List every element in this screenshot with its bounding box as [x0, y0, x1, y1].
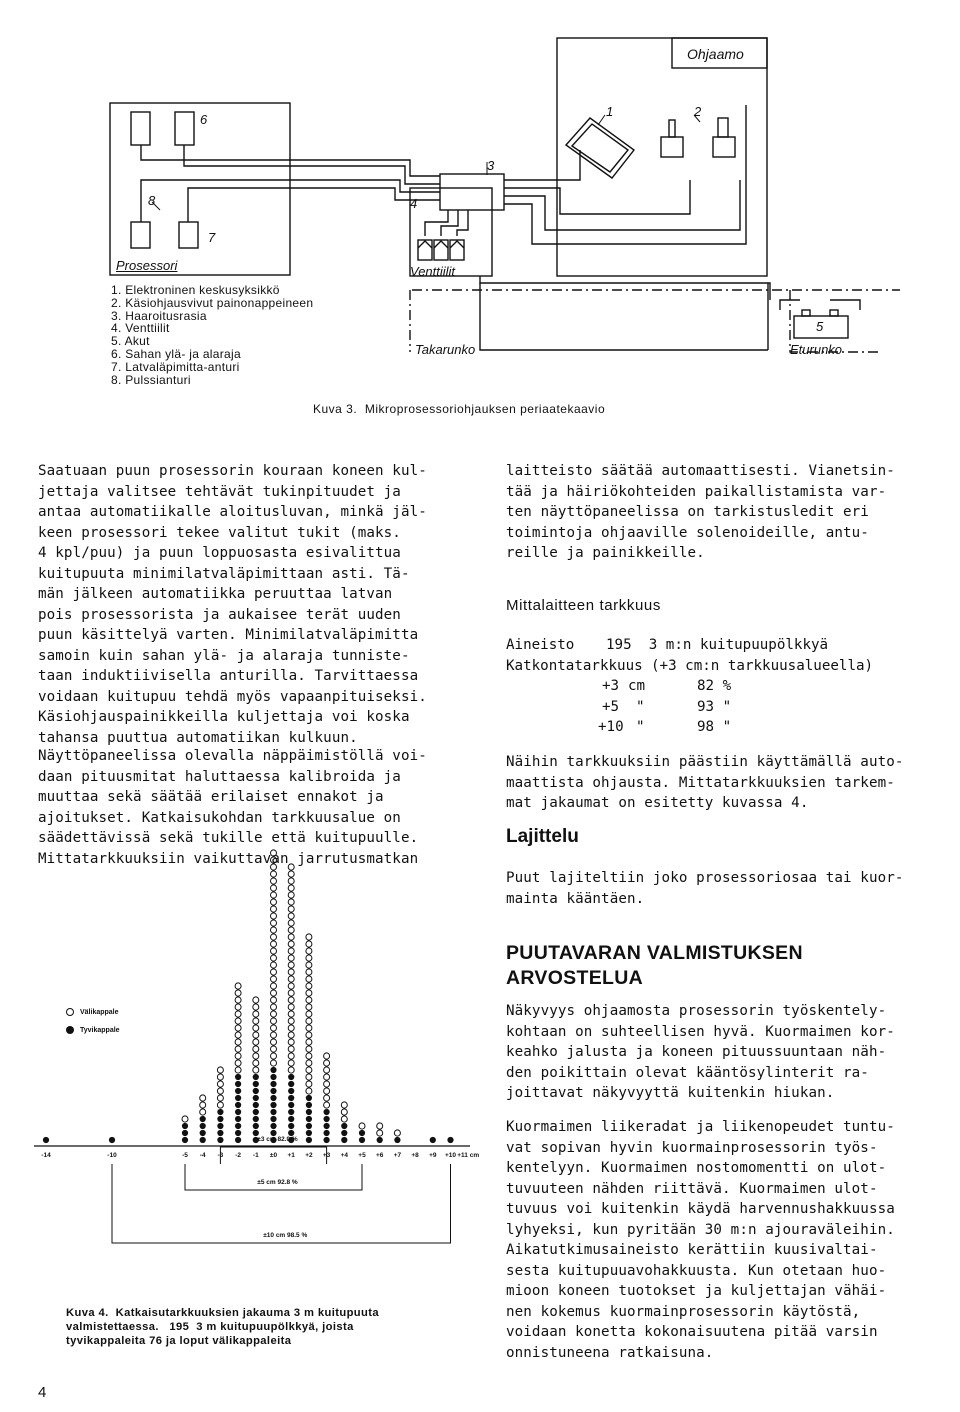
filled-dot	[182, 1130, 188, 1136]
filled-dot	[253, 1081, 259, 1087]
filled-dot	[253, 1088, 259, 1094]
bracket-label: ±10 cm 98.5 %	[263, 1232, 308, 1239]
open-dot	[288, 997, 294, 1003]
filled-dot	[217, 1137, 223, 1143]
open-dot	[394, 1130, 400, 1136]
open-dot	[288, 934, 294, 940]
label-2: 2	[694, 104, 702, 119]
open-dot	[288, 1053, 294, 1059]
open-dot	[271, 934, 277, 940]
filled-dot	[288, 1102, 294, 1108]
saw-limit-box-a	[131, 112, 150, 145]
filled-dot	[324, 1109, 330, 1115]
open-dot	[253, 1025, 259, 1031]
open-dot	[271, 1060, 277, 1066]
filled-dot	[341, 1137, 347, 1143]
open-dot	[359, 1123, 365, 1129]
filled-dot	[306, 1130, 312, 1136]
filled-dot	[430, 1137, 436, 1143]
accuracy-row: +3 cm 82 %	[602, 678, 732, 694]
x-tick-label: -5	[182, 1152, 188, 1159]
legend-open: Välikappale	[66, 1003, 120, 1021]
open-dot	[271, 997, 277, 1003]
open-dot	[235, 1004, 241, 1010]
filled-dot	[109, 1137, 115, 1143]
open-dot	[324, 1060, 330, 1066]
filled-dot	[200, 1130, 206, 1136]
open-dot	[235, 1039, 241, 1045]
open-dot	[217, 1088, 223, 1094]
x-tick-label: -10	[107, 1152, 117, 1159]
open-dot	[253, 997, 259, 1003]
open-dot	[253, 1011, 259, 1017]
filled-dot	[217, 1109, 223, 1115]
x-tick-label: +9	[429, 1152, 437, 1159]
label-3: 3	[487, 158, 495, 173]
open-dot	[217, 1102, 223, 1108]
x-tick-label: +10	[444, 1152, 457, 1159]
filled-dot	[235, 1130, 241, 1136]
filled-dot	[270, 1074, 276, 1080]
diagram-legend	[111, 284, 313, 386]
filled-dot	[270, 1116, 276, 1122]
section-heading: PUUTAVARAN VALMISTUKSEN ARVOSTELUA	[506, 942, 803, 989]
cab-label: Ohjaamo	[687, 46, 744, 62]
open-dot	[306, 1025, 312, 1031]
open-dot	[288, 871, 294, 877]
open-dot	[324, 1074, 330, 1080]
open-dot	[288, 941, 294, 947]
legend-item: 8. Pulssianturi	[111, 372, 191, 387]
open-dot	[324, 1102, 330, 1108]
filled-dot	[447, 1137, 453, 1143]
rear-frame-label: Takarunko	[415, 342, 476, 357]
filled-dot	[235, 1109, 241, 1115]
page-number: 4	[38, 1384, 47, 1401]
open-dot	[288, 1018, 294, 1024]
open-dot	[306, 962, 312, 968]
open-dot	[288, 1046, 294, 1052]
open-dot	[235, 1025, 241, 1031]
open-dot	[200, 1102, 206, 1108]
processor-label: Prosessori	[116, 258, 178, 273]
open-dot	[217, 1067, 223, 1073]
open-dot	[306, 934, 312, 940]
filled-dot	[253, 1109, 259, 1115]
filled-dot	[306, 1137, 312, 1143]
x-tick-label: +2	[305, 1152, 313, 1159]
open-dot	[235, 1053, 241, 1059]
open-dot	[288, 948, 294, 954]
open-dot	[253, 1032, 259, 1038]
filled-dot	[43, 1137, 49, 1143]
filled-dot	[253, 1116, 259, 1122]
processor-outline	[110, 103, 290, 275]
filled-dot	[270, 1123, 276, 1129]
open-dot	[271, 955, 277, 961]
figure3-caption: Kuva 3. Mikroprosessoriohjauksen periaatekaavio	[313, 402, 606, 416]
filled-dot	[394, 1137, 400, 1143]
open-dot	[306, 1060, 312, 1066]
legend-filled: Tyvikappale	[66, 1021, 120, 1039]
open-dot	[235, 1011, 241, 1017]
open-dot	[200, 1095, 206, 1101]
chart-legend	[66, 1003, 120, 1039]
open-dot	[235, 1046, 241, 1052]
bracket-label: ±5 cm 92.8 %	[257, 1179, 298, 1186]
x-tick-label: +5	[358, 1152, 366, 1159]
open-dot	[288, 983, 294, 989]
open-dot	[271, 948, 277, 954]
filled-dot	[359, 1137, 365, 1143]
open-dot	[288, 892, 294, 898]
open-circle-icon	[66, 1008, 74, 1016]
open-dot	[217, 1081, 223, 1087]
filled-dot	[324, 1137, 330, 1143]
open-dot	[306, 976, 312, 982]
open-dot	[288, 955, 294, 961]
open-dot	[288, 1067, 294, 1073]
open-dot	[306, 1011, 312, 1017]
label-6: 6	[200, 112, 208, 127]
open-dot	[271, 962, 277, 968]
sorting-heading: Lajittelu	[506, 826, 579, 847]
x-tick-label: -3	[217, 1152, 224, 1159]
filled-dot	[306, 1102, 312, 1108]
open-dot	[271, 1004, 277, 1010]
open-dot	[271, 913, 277, 919]
display-unit	[566, 118, 634, 178]
legend-item: 5. Akut	[111, 334, 150, 349]
valves-label: Venttiilit	[410, 264, 456, 279]
filled-dot	[306, 1123, 312, 1129]
filled-dot	[306, 1116, 312, 1122]
filled-dot	[324, 1116, 330, 1122]
open-dot	[288, 969, 294, 975]
filled-dot	[235, 1102, 241, 1108]
open-dot	[324, 1053, 330, 1059]
filled-dot	[235, 1137, 241, 1143]
filled-dot	[306, 1109, 312, 1115]
open-dot	[200, 1109, 206, 1115]
x-tick-label: +1	[287, 1152, 295, 1159]
open-dot	[288, 913, 294, 919]
open-dot	[271, 941, 277, 947]
label-8: 8	[148, 193, 156, 208]
open-dot	[306, 1004, 312, 1010]
filled-dot	[200, 1137, 206, 1143]
filled-dot	[200, 1123, 206, 1129]
legend-item: 2. Käsiohjausvivut painonappeineen	[111, 295, 314, 310]
open-dot	[253, 1046, 259, 1052]
filled-dot	[306, 1095, 312, 1101]
open-dot	[271, 892, 277, 898]
open-dot	[271, 1039, 277, 1045]
filled-dot	[359, 1130, 365, 1136]
open-dot	[271, 990, 277, 996]
open-dot	[341, 1109, 347, 1115]
open-dot	[306, 997, 312, 1003]
open-dot	[288, 976, 294, 982]
label-1: 1	[606, 104, 614, 119]
open-dot	[288, 1060, 294, 1066]
filled-dot	[235, 1095, 241, 1101]
open-dot	[271, 885, 277, 891]
filled-dot	[217, 1116, 223, 1122]
filled-dot	[377, 1137, 383, 1143]
filled-dot	[235, 1081, 241, 1087]
left-paragraph-2: Näyttöpaneelissa olevalla näppäimistöllä voi- daan pituusmitat haluttaessa kalibroida ja muuttaa sekä säätää erilaiset ennakot ja ajoitukset. Katkaisukohdan tarkkuusalue on säädettävissä sekä tukille että kuitupuulle. Mittatarkkuuksiin vaikuttavan jarrutusmatkan	[38, 748, 427, 867]
open-dot	[288, 1025, 294, 1031]
open-dot	[306, 1046, 312, 1052]
filled-dot	[235, 1088, 241, 1094]
x-tick-label: +3	[322, 1152, 331, 1159]
open-dot	[253, 1004, 259, 1010]
filled-dot	[341, 1130, 347, 1136]
open-dot	[306, 990, 312, 996]
filled-dot	[217, 1123, 223, 1129]
open-dot	[253, 1039, 259, 1045]
filled-dot	[288, 1123, 294, 1129]
open-dot	[235, 1067, 241, 1073]
right-paragraph-5: Kuormaimen liikeradat ja liikenopeudet tuntu- vat sopivan hyvin kuormainprosessorin työs- kentelyyn. Kuormaimen nostomomentti on ulot- tuvuuteen nähden riittävä. Kuormaimen ulot- tuvuus voi kuitenkin käydä harvennushakkuussa lyhyeksi, kun pyritään 30 m:n ajouraväleihin. Aikatutkimusaineisto kerättiin kuusivaltai- sesta kuitupuuavohakkuusta. Kun otetaan huo- mioon koneen tuotokset ja kuljettajan vähäi- nen kokemus kuormainprosessorin käytöstä, voidaan konetta kokonaisuutena pitää varsin onnistuneena ratkaisuna.	[506, 1119, 895, 1361]
right-paragraph-1: laitteisto säätää automaattisesti. Vianetsin- tää ja häiriökohteiden paikallistamista var- ten näyttöpaneelissa on tarkistusledit eri toimintoja ohjaaville solenoideille, antu- reille ja painikkeille.	[506, 463, 895, 561]
open-dot	[288, 899, 294, 905]
joystick-left	[661, 137, 683, 157]
open-dot	[271, 1032, 277, 1038]
open-dot	[288, 1004, 294, 1010]
open-dot	[271, 1018, 277, 1024]
open-dot	[288, 1032, 294, 1038]
open-dot	[306, 955, 312, 961]
accuracy-bracket	[185, 1164, 362, 1190]
open-dot	[377, 1123, 383, 1129]
label-5: 5	[816, 319, 824, 334]
saw-limit-box-b	[175, 112, 194, 145]
filled-dot	[253, 1095, 259, 1101]
filled-dot	[288, 1074, 294, 1080]
x-tick-label: +8	[411, 1152, 419, 1159]
filled-dot	[235, 1116, 241, 1122]
filled-dot	[253, 1123, 259, 1129]
open-dot	[306, 941, 312, 947]
open-dot	[324, 1095, 330, 1101]
accuracy-heading: Mittalaitteen tarkkuus	[506, 597, 661, 614]
filled-dot	[217, 1130, 223, 1136]
open-dot	[306, 983, 312, 989]
valves-outline	[410, 188, 492, 276]
x-tick-label: +6	[375, 1152, 384, 1159]
open-dot	[253, 1060, 259, 1066]
open-dot	[235, 983, 241, 989]
open-dot	[271, 927, 277, 933]
open-dot	[271, 871, 277, 877]
open-dot	[341, 1102, 347, 1108]
diameter-sensor-box	[179, 222, 198, 248]
filled-dot	[288, 1081, 294, 1087]
filled-dot	[341, 1123, 347, 1129]
open-dot	[271, 1046, 277, 1052]
filled-circle-icon	[66, 1026, 74, 1034]
open-dot	[271, 920, 277, 926]
x-tick-label: -1	[252, 1152, 259, 1159]
x-tick-label: ±0	[269, 1152, 278, 1159]
open-dot	[271, 878, 277, 884]
filled-dot	[182, 1137, 188, 1143]
open-dot	[341, 1116, 347, 1122]
open-dot	[306, 969, 312, 975]
open-dot	[235, 1018, 241, 1024]
open-dot	[306, 1032, 312, 1038]
open-dot	[271, 906, 277, 912]
right-paragraph-3: Puut lajiteltiin joko prosessoriosaa tai kuor- mainta kääntäen.	[506, 870, 904, 907]
open-dot	[217, 1074, 223, 1080]
open-dot	[271, 983, 277, 989]
open-dot	[324, 1067, 330, 1073]
open-dot	[271, 976, 277, 982]
open-dot	[288, 1011, 294, 1017]
front-frame-label: Eturunko	[790, 342, 843, 357]
open-dot	[288, 927, 294, 933]
filled-dot	[253, 1102, 259, 1108]
legend-item: 4. Venttiilit	[111, 321, 170, 336]
open-dot	[288, 906, 294, 912]
open-dot	[235, 1060, 241, 1066]
joystick-right	[713, 137, 735, 157]
open-dot	[253, 1067, 259, 1073]
filled-dot	[324, 1123, 330, 1129]
filled-dot	[288, 1095, 294, 1101]
x-tick-label: -14	[41, 1152, 51, 1159]
open-dot	[306, 1018, 312, 1024]
filled-dot	[235, 1074, 241, 1080]
label-4: 4	[410, 196, 418, 211]
filled-dot	[235, 1123, 241, 1129]
filled-dot	[288, 1109, 294, 1115]
open-dot	[288, 885, 294, 891]
open-dot	[324, 1081, 330, 1087]
filled-dot	[288, 1088, 294, 1094]
filled-dot	[270, 1102, 276, 1108]
open-dot	[306, 1067, 312, 1073]
x-tick-label: +4	[340, 1152, 349, 1159]
accuracy-row: +10 " 98 "	[598, 719, 732, 735]
figure4-caption: Kuva 4. Katkaisutarkkuuksien jakauma 3 m kuitupuuta valmistettaessa. 195 3 m kuitupuupölkkyä, joista tyvikappaleita 76 ja loput välikappaleita	[66, 1307, 380, 1347]
open-dot	[288, 920, 294, 926]
label-7: 7	[208, 230, 216, 245]
filled-dot	[253, 1074, 259, 1080]
filled-dot	[270, 1109, 276, 1115]
filled-dot	[270, 1095, 276, 1101]
x-tick-label: -4	[199, 1152, 206, 1159]
open-dot	[271, 899, 277, 905]
accuracy-row: +5 " 93 "	[602, 698, 732, 715]
bracket-label: ±3 cm 82.0 %	[257, 1136, 298, 1143]
open-dot	[253, 1053, 259, 1059]
cut-accuracy-chart	[30, 880, 480, 1239]
filled-dot	[200, 1116, 206, 1122]
open-dot	[182, 1116, 188, 1122]
open-dot	[271, 1011, 277, 1017]
open-dot	[288, 1039, 294, 1045]
pulse-sensor-box	[131, 222, 150, 248]
filled-dot	[270, 1067, 276, 1073]
right-paragraph-4: Näkyvyys ohjaamosta prosessorin työskentely- kohtaan on suhteellisen hyvä. Kuormaimen kor- keahko jalusta ja koneen pituussuuntaan näh- den poikittain olevat kääntösylinterit ra- joittavat näkyvyyttä kuitenkin hiukan.	[506, 1003, 895, 1101]
legend-item: 1. Elektroninen keskusyksikkö	[111, 283, 280, 297]
open-dot	[306, 1088, 312, 1094]
open-dot	[377, 1130, 383, 1136]
open-dot	[306, 948, 312, 954]
junction-box	[440, 174, 504, 210]
open-dot	[271, 1053, 277, 1059]
filled-dot	[182, 1123, 188, 1129]
legend-item: 6. Sahan ylä- ja alaraja	[111, 346, 241, 361]
legend-item: 7. Latvaläpimitta-anturi	[111, 359, 240, 374]
right-paragraph-2: Näihin tarkkuuksiin päästiin käyttämällä auto- maattista ohjausta. Mittatarkkuuksien tarkem- mat jakaumat on esitetty kuvassa 4.	[506, 754, 904, 811]
open-dot	[271, 1025, 277, 1031]
x-tick-label: -2	[235, 1152, 241, 1159]
filled-dot	[324, 1130, 330, 1136]
open-dot	[306, 1039, 312, 1045]
filled-dot	[288, 1116, 294, 1122]
open-dot	[306, 1053, 312, 1059]
open-dot	[253, 1018, 259, 1024]
open-dot	[306, 1081, 312, 1087]
filled-dot	[270, 1088, 276, 1094]
open-dot	[271, 969, 277, 975]
open-dot	[288, 962, 294, 968]
x-tick-label: +7	[393, 1152, 402, 1159]
open-dot	[288, 878, 294, 884]
filled-dot	[270, 1081, 276, 1087]
open-dot	[288, 990, 294, 996]
open-dot	[306, 1074, 312, 1080]
open-dot	[235, 1032, 241, 1038]
left-paragraph-1: Saatuaan puun prosessorin kouraan koneen kul- jettaja valitsee tehtävät tukinpituudet ja antaa automatiikalle aloitusluvan, minkä jäl- keen prosessori tekee valitut tukit (maks. 4 kpl/puu) ja puun loppuosasta esivalittua kuitupuuta minimilatvaläpimittaan asti. Tä- män jälkeen automatiikka peruuttaa latvan pois prosessorista ja aukaisee terät uuden puun käsittelyä varten. Minimilatvaläpimitta samoin kuin sahan ylä- ja alaraja tunniste- taan induktiivisella anturilla. Tarvittaessa voidaan kuitupuu tehdä myös vapaanpituiseksi. Käsiohjauspainikkeilla kuljettaja voi koska tahansa puuttua automatiikan kulkuun.	[38, 463, 427, 746]
open-dot	[235, 990, 241, 996]
open-dot	[235, 997, 241, 1003]
x-tick-label: +11 cm	[457, 1152, 480, 1159]
legend-item: 3. Haaroitusrasia	[111, 308, 207, 323]
open-dot	[324, 1088, 330, 1094]
open-dot	[217, 1095, 223, 1101]
accuracy-table: Aineisto 195 3 m:n kuitupuupölkkyä Katkontatarkkuus (+3 cm:n tarkkuusalueella) +3 cm 82 % +5 " 93 " +10 " 98 "	[506, 635, 946, 738]
